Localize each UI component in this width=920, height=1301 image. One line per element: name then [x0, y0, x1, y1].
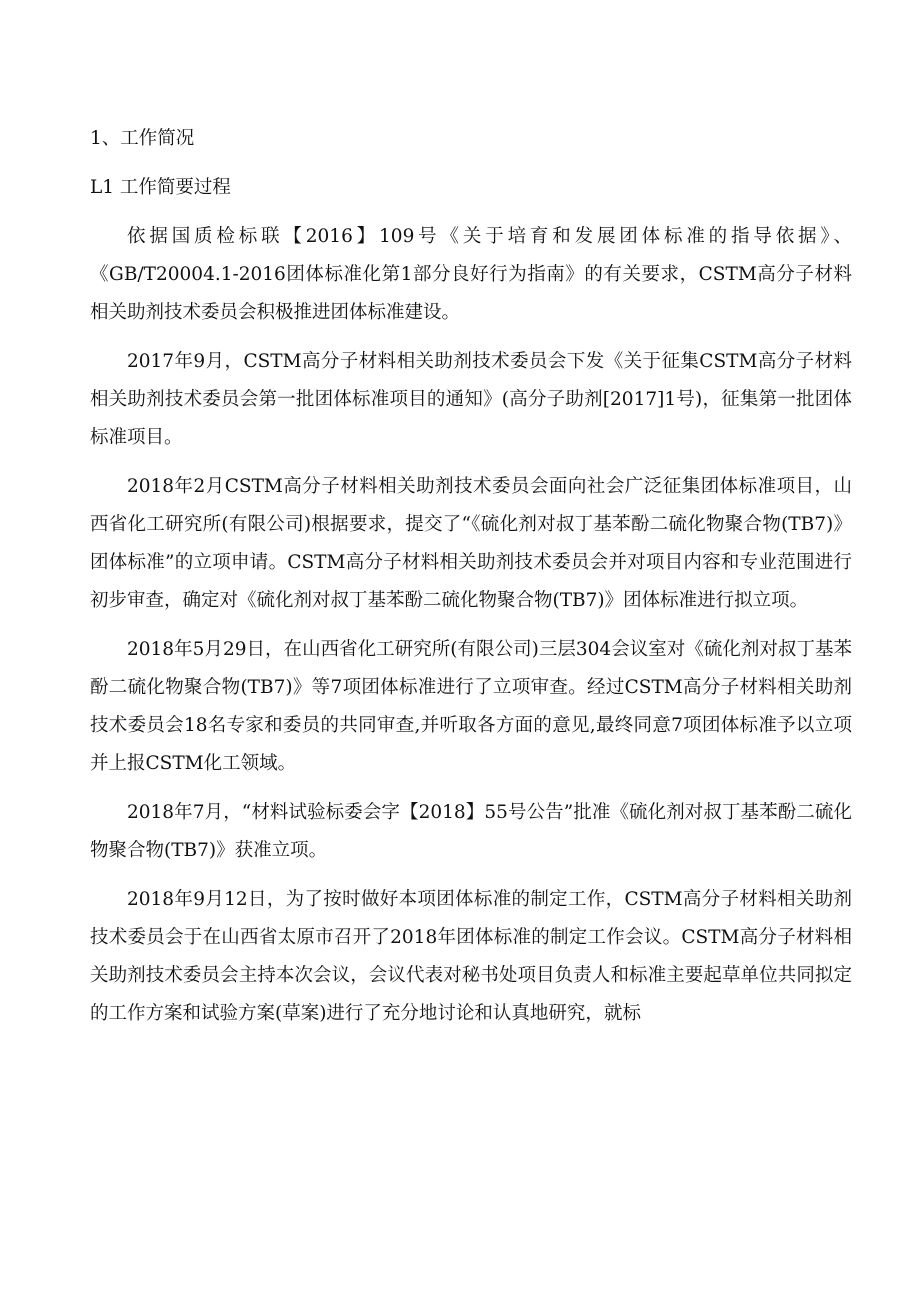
paragraph: 2018年7月，“材料试验标委会字【2018】55号公告”批准《硫化剂对叔丁基苯酚二硫化物聚合物(TB7)》获准立项。	[90, 802, 852, 861]
section-heading: 1、工作简况	[90, 128, 195, 149]
paragraph: 依据国质检标联【2016】109号《关于培育和发展团体标准的指导依据》、《GB/T20004.1-2016团体标准化第1部分良好行为指南》的有关要求，CSTM高分子材料相关助剂技术委员会积极推进团体标准建设。	[90, 226, 852, 323]
paragraph: 2017年9月，CSTM高分子材料相关助剂技术委员会下发《关于征集CSTM高分子材料相关助剂技术委员会第一批团体标准项目的通知》(高分子助剂[2017]1号)，征集第一批团体标准项目。	[90, 351, 852, 448]
paragraph: 2018年9月12日，为了按时做好本项团体标准的制定工作，CSTM高分子材料相关助剂技术委员会于在山西省太原市召开了2018年团体标准的制定工作会议。CSTM高分子材料相关助剂技术委员会主持本次会议，会议代表对秘书处项目负责人和标准主要起草单位共同拟定的工作方案和试验方案(草案)进行了充分地讨论和认真地研究，就标	[90, 889, 852, 1024]
document-page	[90, 120, 852, 1044]
paragraph: 2018年5月29日，在山西省化工研究所(有限公司)三层304会议室对《硫化剂对叔丁基苯酚二硫化物聚合物(TB7)》等7项团体标准进行了立项审查。经过CSTM高分子材料相关助剂技术委员会18名专家和委员的共同审查,并听取各方面的意见,最终同意7项团体标准予以立项并上报CSTM化工领域。	[90, 639, 852, 774]
paragraph: 2018年2月CSTM高分子材料相关助剂技术委员会面向社会广泛征集团体标准项目，山西省化工研究所(有限公司)根据要求，提交了“《硫化剂对叔丁基苯酚二硫化物聚合物(TB7)》团体标准”的立项申请。CSTM高分子材料相关助剂技术委员会并对项目内容和专业范围进行初步审查，确定对《硫化剂对叔丁基苯酚二硫化物聚合物(TB7)》团体标准进行拟立项。	[90, 476, 852, 611]
subsection-heading: L1 工作简要过程	[90, 177, 231, 198]
